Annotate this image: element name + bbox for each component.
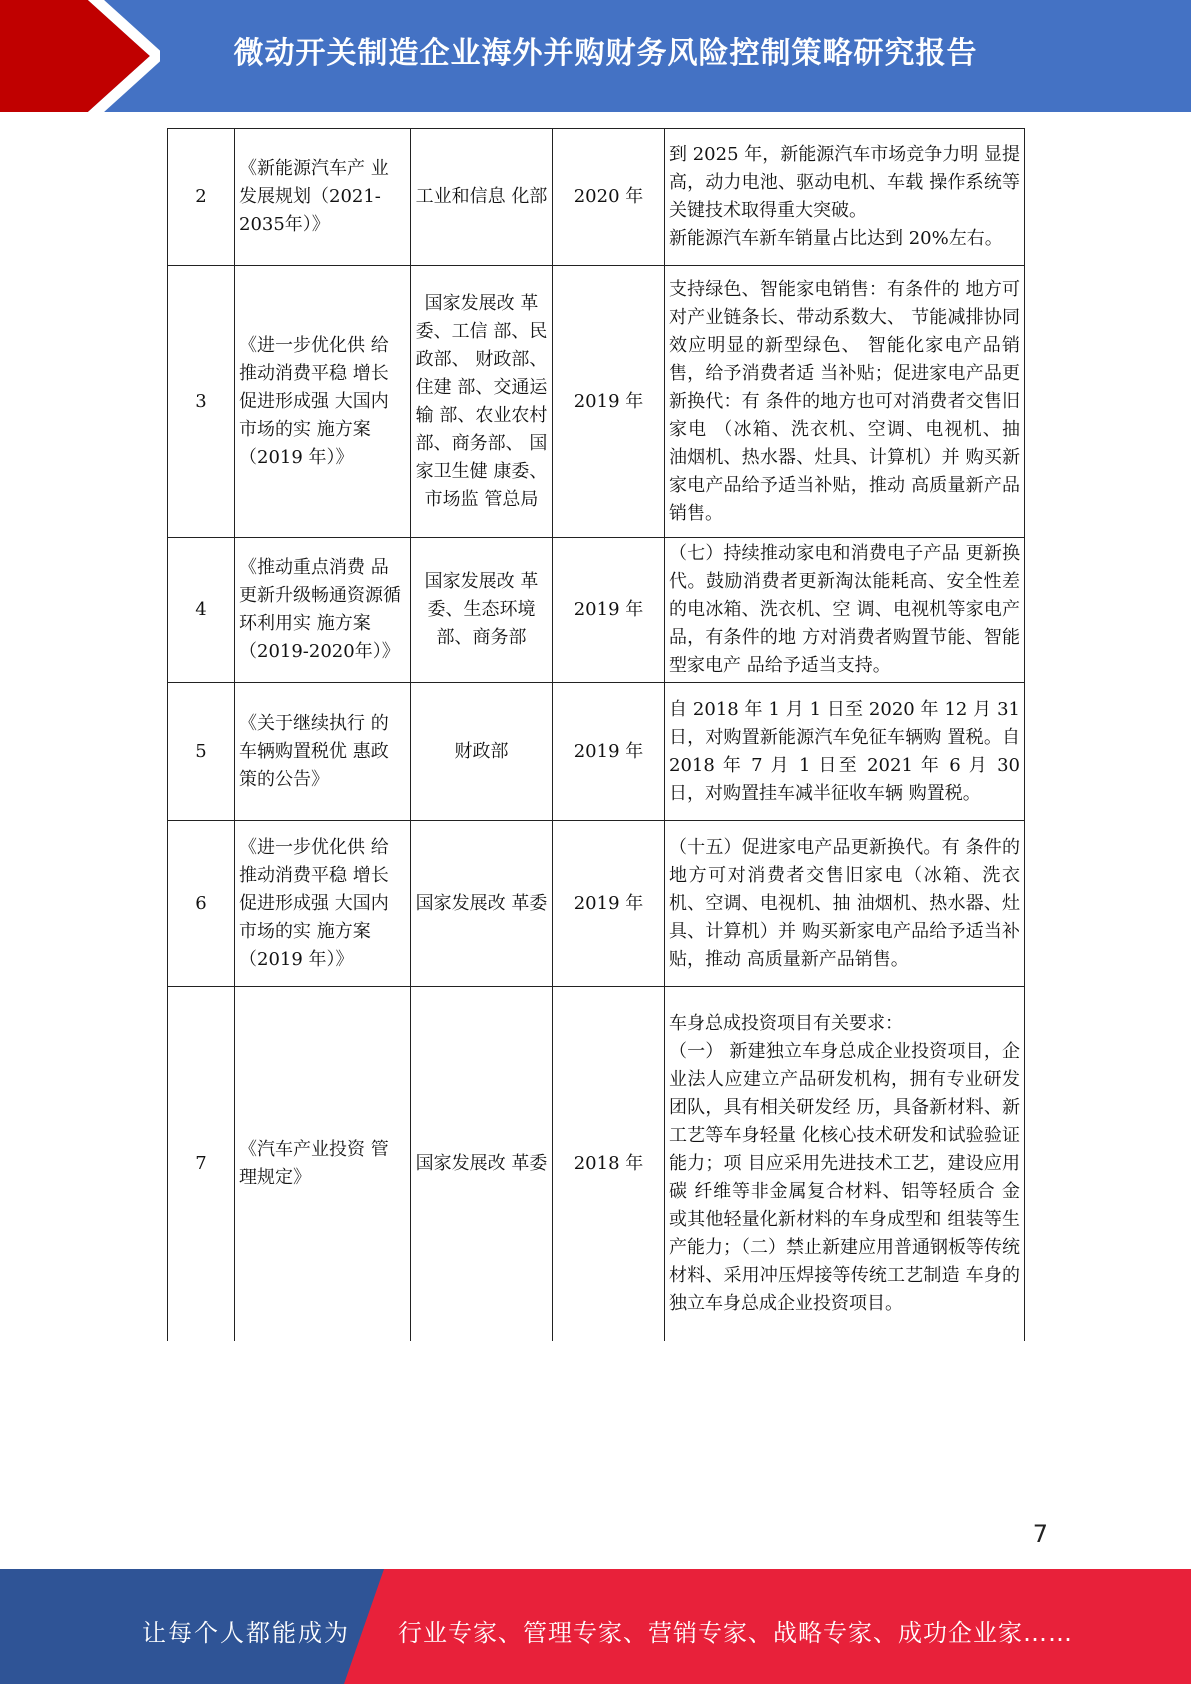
content-paragraph: 新能源汽车新车销量占比达到 20%左右。: [669, 228, 1003, 249]
policy-name: 《推动重点消费 品更新升级畅通资源循环利用实 施方案（2019-2020年）》: [235, 538, 411, 683]
issuing-department: 国家发展改 革委、工信 部、民政部、 财政部、住建 部、交通运输 部、农业农村 部、商务部、 国家卫生健 康委、市场监 管总局: [411, 266, 553, 538]
policy-name: 《进一步优化供 给推动消费平稳 增长促进形成强 大国内市场的实 施方案（2019 年）》: [235, 266, 411, 538]
issue-year: 2019 年: [553, 266, 665, 538]
content-paragraph: 到 2025 年，新能源汽车市场竞争力明 显提高，动力电池、驱动电机、车载 操作系统等关键技术取得重大突破。: [669, 144, 1020, 221]
policy-content: [665, 821, 1025, 987]
page-footer: [0, 1569, 1191, 1684]
table-row: [168, 538, 1025, 683]
policy-content: [665, 538, 1025, 683]
policy-content: [665, 129, 1025, 266]
content-paragraph: 支持绿色、智能家电销售：有条件的 地方可对产业链条长、带动系数大、 节能减排协同效应明显的新型绿色、 智能化家电产品销售，给予消费者适 当补贴；促进家电产品更新换代：有 条件的地方也可对消费者交售旧家电 （冰箱、洗衣机、空调、电视机、抽 油烟机、热水器、灶具、计算机）并 购买新家电产品给予适当补贴，推动 高质量新产品销售。: [669, 278, 1020, 524]
table-row: [168, 987, 1025, 1341]
policy-name: 《新能源汽车产 业发展规划（2021-2035年）》: [235, 129, 411, 266]
issuing-department: 国家发展改 革委: [411, 987, 553, 1341]
table-row: [168, 683, 1025, 821]
issue-year: 2019 年: [553, 538, 665, 683]
row-number: 6: [168, 821, 235, 987]
table-row: [168, 266, 1025, 538]
page-header: [0, 0, 1191, 112]
policy-name: 《进一步优化供 给推动消费平稳 增长促进形成强 大国内市场的实 施方案（2019 年）》: [235, 821, 411, 987]
row-number: 7: [168, 987, 235, 1341]
content-paragraph: （一） 新建独立车身总成企业投资项目，企业法人应建立产品研发机构，拥有专业研发团队，具有相关研发经 历，具备新材料、新工艺等车身轻量 化核心技术研发和试验验证能力；项 目应采用先进技术工艺，建设应用碳 纤维等非金属复合材料、铝等轻质合 金或其他轻量化新材料的车身成型和 组装等生产能力；（二）禁止新建应用普通钢板等传统 材料、采用冲压焊接等传统工艺制造 车身的独立车身总成企业投资项目。: [669, 1040, 1020, 1314]
policy-table: [167, 128, 1025, 1341]
policy-content: [665, 987, 1025, 1341]
row-number: 2: [168, 129, 235, 266]
page-number: 7: [1032, 1520, 1048, 1548]
content-paragraph: （七）持续推动家电和消费电子产品 更新换代。鼓励消费者更新淘汰能耗高、安全性差的电冰箱、洗衣机、空 调、电视机等家电产品，有条件的地 方对消费者购置节能、智能型家电产 品给予适当支持。: [669, 543, 1020, 676]
issue-year: 2018 年: [553, 987, 665, 1341]
row-number: 3: [168, 266, 235, 538]
issue-year: 2019 年: [553, 683, 665, 821]
issuing-department: 财政部: [411, 683, 553, 821]
content-paragraph: （十五）促进家电产品更新换代。有 条件的地方可对消费者交售旧家电（冰箱、洗衣机、空调、电视机、抽 油烟机、热水器、灶具、计算机）并 购买新家电产品给予适当补贴，推动 高质量新产品销售。: [669, 836, 1020, 970]
table-row: [168, 129, 1025, 266]
report-title: 微动开关制造企业海外并购财务风险控制策略研究报告: [233, 36, 978, 71]
content-paragraph: 自 2018 年 1 月 1 日至 2020 年 12 月 31 日，对购置新能源汽车免征车辆购 置税。自 2018 年 7 月 1 日至 2021 年 6 月 30 日，对购置挂车减半征收车辆 购置税。: [669, 698, 1020, 804]
policy-content: [665, 683, 1025, 821]
footer-slogan-left: 让每个人都能成为: [142, 1619, 350, 1647]
policy-name: 《关于继续执行 的车辆购置税优 惠政策的公告》: [235, 683, 411, 821]
table-row: [168, 821, 1025, 987]
issue-year: 2020 年: [553, 129, 665, 266]
issuing-department: 工业和信息 化部: [411, 129, 553, 266]
row-number: 4: [168, 538, 235, 683]
policy-name: 《汽车产业投资 管理规定》: [235, 987, 411, 1341]
policy-content: [665, 266, 1025, 538]
footer-slogan-right: 行业专家、管理专家、营销专家、战略专家、成功企业家……: [398, 1619, 1073, 1647]
issue-year: 2019 年: [553, 821, 665, 987]
issuing-department: 国家发展改 革委: [411, 821, 553, 987]
issuing-department: 国家发展改 革委、生态环境部、商务部: [411, 538, 553, 683]
content-paragraph: 车身总成投资项目有关要求：: [669, 1012, 903, 1034]
row-number: 5: [168, 683, 235, 821]
